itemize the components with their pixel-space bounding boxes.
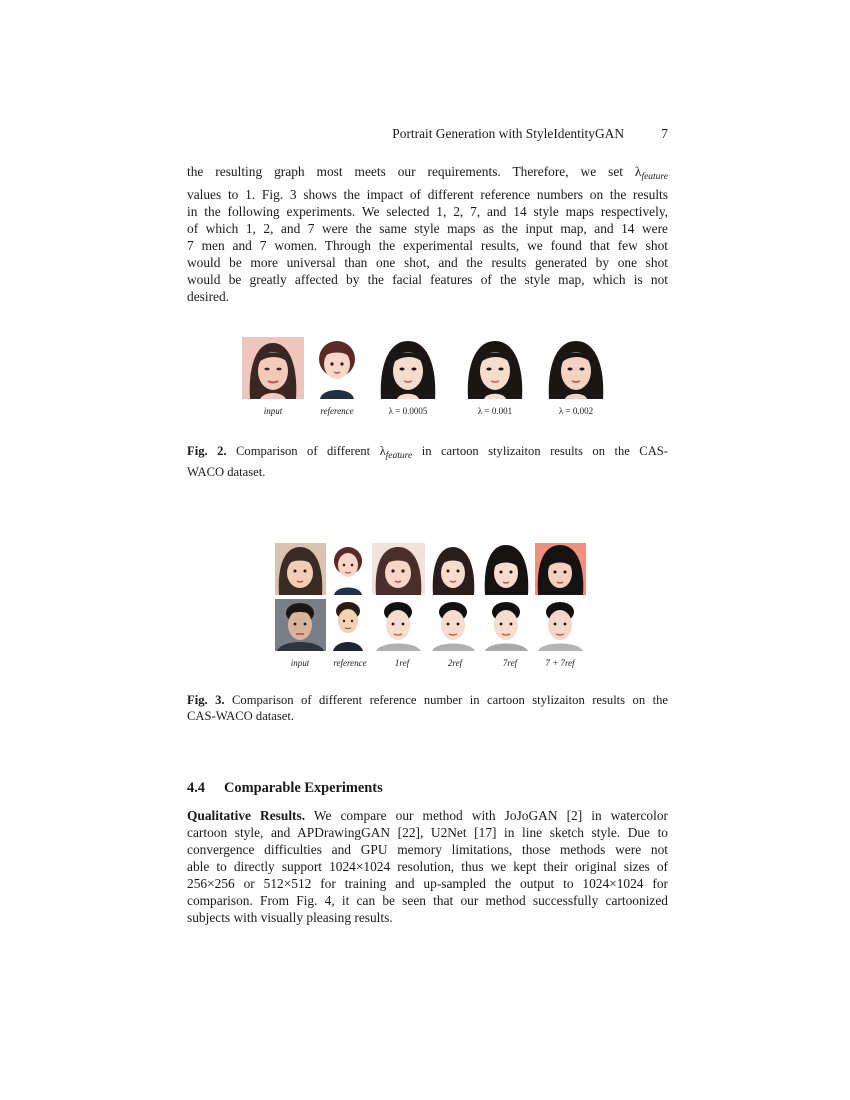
caption-line: WACO dataset. [187, 465, 266, 479]
text-line: convergence difficulties and GPU memory limitations, those methods were not [187, 842, 668, 857]
caption-label: Fig. 2. [187, 444, 227, 458]
figure-label: λ = 0.0005 [388, 406, 428, 416]
text-line: would be more universal than one shot, and the results generated by one shot [187, 255, 668, 270]
result-image [372, 543, 425, 595]
figure-label: input [263, 406, 283, 416]
text-line-content: the resulting graph most meets our requirements. Therefore, we set λ [187, 164, 642, 179]
figure-label: input [290, 658, 310, 668]
paragraph-lambda-choice [187, 163, 668, 305]
caption-line [187, 443, 668, 464]
paragraph-qualitative-results [187, 807, 668, 926]
result-image [372, 599, 425, 651]
figure-label: λ = 0.001 [477, 406, 513, 416]
input-photo-image [275, 599, 326, 651]
lambda-subscript: feature [385, 451, 413, 461]
figure-label: reference [333, 658, 367, 668]
section-heading [187, 780, 383, 797]
reference-cartoon-image [330, 599, 366, 651]
text-line: subjects with visually pleasing results. [187, 910, 393, 925]
figure-label: 7 + 7ref [545, 658, 575, 668]
reference-cartoon-image [314, 337, 360, 399]
result-image [545, 337, 607, 399]
figure-label: 1ref [394, 658, 410, 668]
result-image [429, 543, 478, 595]
figure-label: reference [320, 406, 354, 416]
text-line: desired. [187, 289, 230, 304]
reference-cartoon-image [330, 543, 366, 595]
section-number: 4.4 [187, 780, 205, 796]
text-line [187, 807, 668, 824]
text-line: in the following experiments. We selected 1, 2, 7, and 14 style maps respectively, [187, 204, 668, 219]
page-number: 7 [661, 126, 668, 141]
result-image [429, 599, 478, 651]
text-line: comparison. From Fig. 4, it can be seen that our method successfully cartoonized [187, 893, 668, 908]
result-image [482, 543, 531, 595]
figure-label: 2ref [447, 658, 463, 668]
text-line: would be greatly affected by the facial features of the style map, which is not [187, 272, 668, 287]
text-line: 7 men and 7 women. Through the experimental results, we found that few shot [187, 238, 668, 253]
section-title: Comparable Experiments [224, 780, 383, 796]
figure-2-caption [187, 443, 668, 480]
figure-label: 7ref [502, 658, 518, 668]
result-image [482, 599, 531, 651]
caption-line [187, 692, 668, 708]
figure-label: λ = 0.002 [558, 406, 594, 416]
text-line: 256×256 or 512×512 for training and up-sampled the output to 1024×1024 for [187, 876, 668, 891]
input-photo-image [275, 543, 326, 595]
text-line: of which 1, 2, and 7 were the same style maps as the input map, and 14 were [187, 221, 668, 236]
figure-3-caption [187, 692, 668, 724]
result-image [535, 599, 586, 651]
caption-line: CAS-WACO dataset. [187, 709, 295, 723]
result-image [377, 337, 439, 399]
paragraph-lead: Qualitative Results. [187, 808, 306, 823]
text-line [187, 163, 668, 186]
input-photo-image [242, 337, 304, 399]
caption-text: Comparison of different λ [236, 444, 386, 458]
caption-text: in cartoon stylizaiton results on the CAS- [412, 444, 669, 458]
caption-text: Comparison of different reference number in cartoon stylizaiton results on the [232, 693, 668, 707]
text-line: cartoon style, and APDrawingGAN [22], U2Net [17] in line sketch style. Due to [187, 825, 668, 840]
result-image [535, 543, 586, 595]
caption-label: Fig. 3. [187, 693, 225, 707]
running-title: Portrait Generation with StyleIdentityGAN [392, 126, 624, 141]
text-line: values to 1. Fig. 3 shows the impact of different reference numbers on the results [187, 187, 668, 202]
text-line: able to directly support 1024×1024 resolution, thus we kept their original sizes of [187, 859, 668, 874]
text-line-content: We compare our method with JoJoGAN [2] in watercolor [305, 808, 668, 823]
lambda-subscript: feature [641, 172, 668, 182]
result-image [464, 337, 526, 399]
